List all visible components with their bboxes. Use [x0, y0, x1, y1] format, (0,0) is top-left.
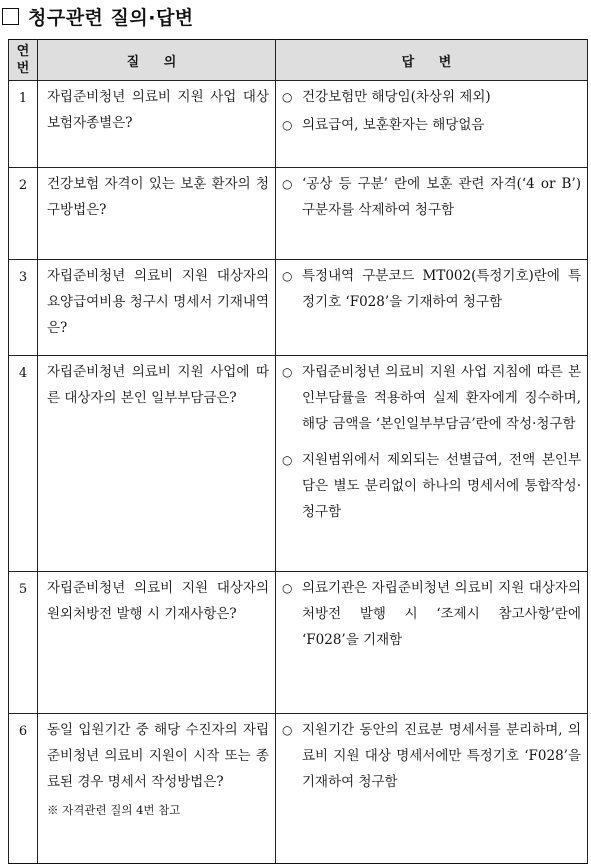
qa-table — [8, 39, 588, 864]
answer-cell — [276, 714, 588, 864]
answer-cell — [276, 356, 588, 572]
question-cell: 건강보험 자격이 있는 보훈 환자의 청구방법은? — [38, 168, 276, 260]
answer-item: ○ 지원기간 동안의 진료분 명세서를 분리하며, 의료비 지원 대상 명세서에만 특정기호 ‘F028’을 기재하여 청구함 — [282, 717, 581, 795]
row-number: 3 — [9, 260, 38, 356]
section-title-text: 청구관련 질의·답변 — [28, 6, 194, 29]
table-row — [9, 572, 588, 714]
answer-cell — [276, 168, 588, 260]
row-number: 2 — [9, 168, 38, 260]
header-answer: 답 변 — [276, 40, 588, 81]
table-row — [9, 260, 588, 356]
answer-item: ○ ‘공상 등 구분’ 란에 보훈 관련 자격(‘4 or B’) 구분자를 삭제하여 청구함 — [282, 171, 581, 223]
circle-bullet-icon: ○ — [282, 581, 293, 595]
circle-bullet-icon: ○ — [282, 177, 293, 191]
header-question: 질 의 — [38, 40, 276, 81]
row-number: 6 — [9, 714, 38, 864]
table-row — [9, 81, 588, 168]
answer-item: ○ 건강보험만 해당임(차상위 제외) — [282, 84, 581, 110]
answer-cell — [276, 81, 588, 168]
header-no: 연번 — [9, 40, 38, 81]
answer-item: ○ 의료급여, 보훈환자는 해당없음 — [282, 112, 581, 138]
row-number: 1 — [9, 81, 38, 168]
circle-bullet-icon: ○ — [282, 365, 293, 379]
table-row — [9, 356, 588, 572]
circle-bullet-icon: ○ — [282, 269, 293, 283]
circle-bullet-icon: ○ — [282, 90, 293, 104]
checkbox-square-icon — [2, 8, 19, 25]
answer-item: ○ 자립준비청년 의료비 지원 사업 지침에 따른 본인부담률을 적용하여 실제 환자에게 징수하며, 해당 금액을 ‘본인일부부담금’란에 작성·청구함 — [282, 359, 581, 437]
table-row — [9, 714, 588, 864]
answer-cell — [276, 572, 588, 714]
row-number: 4 — [9, 356, 38, 572]
question-cell: 자립준비청년 의료비 지원 사업 대상 보험자종별은? — [38, 81, 276, 168]
row-number: 5 — [9, 572, 38, 714]
circle-bullet-icon: ○ — [282, 453, 293, 467]
table-header-row — [9, 40, 588, 81]
answer-item: ○ 특정내역 구분코드 MT002(특정기호)란에 특정기호 ‘F028’을 기재하여 청구함 — [282, 263, 581, 315]
circle-bullet-icon: ○ — [282, 723, 293, 737]
question-cell: 자립준비청년 의료비 지원 대상자의 요양급여비용 청구시 명세서 기재내역은? — [38, 260, 276, 356]
answer-item: ○ 지원범위에서 제외되는 선별급여, 전액 본인부담은 별도 분리없이 하나의 명세서에 통합작성·청구함 — [282, 447, 581, 525]
circle-bullet-icon: ○ — [282, 118, 293, 132]
question-cell: 자립준비청년 의료비 지원 대상자의 원외처방전 발행 시 기재사항은? — [38, 572, 276, 714]
answer-item: ○ 의료기관은 자립준비청년 의료비 지원 대상자의 처방전 발행 시 ‘조제시 참고사항’란에 ‘F028’을 기재함 — [282, 575, 581, 653]
question-cell: 자립준비청년 의료비 지원 사업에 따른 대상자의 본인 일부부담금은? — [38, 356, 276, 572]
question-cell: 동일 입원기간 중 해당 수진자의 자립준비청년 의료비 지원이 시작 또는 종료된 경우 명세서 작성방법은? ※ 자격관련 질의 4번 참고 — [38, 714, 276, 864]
section-title — [2, 1, 194, 31]
table-row — [9, 168, 588, 260]
answer-cell — [276, 260, 588, 356]
question-note: ※ 자격관련 질의 4번 참고 — [47, 803, 181, 817]
